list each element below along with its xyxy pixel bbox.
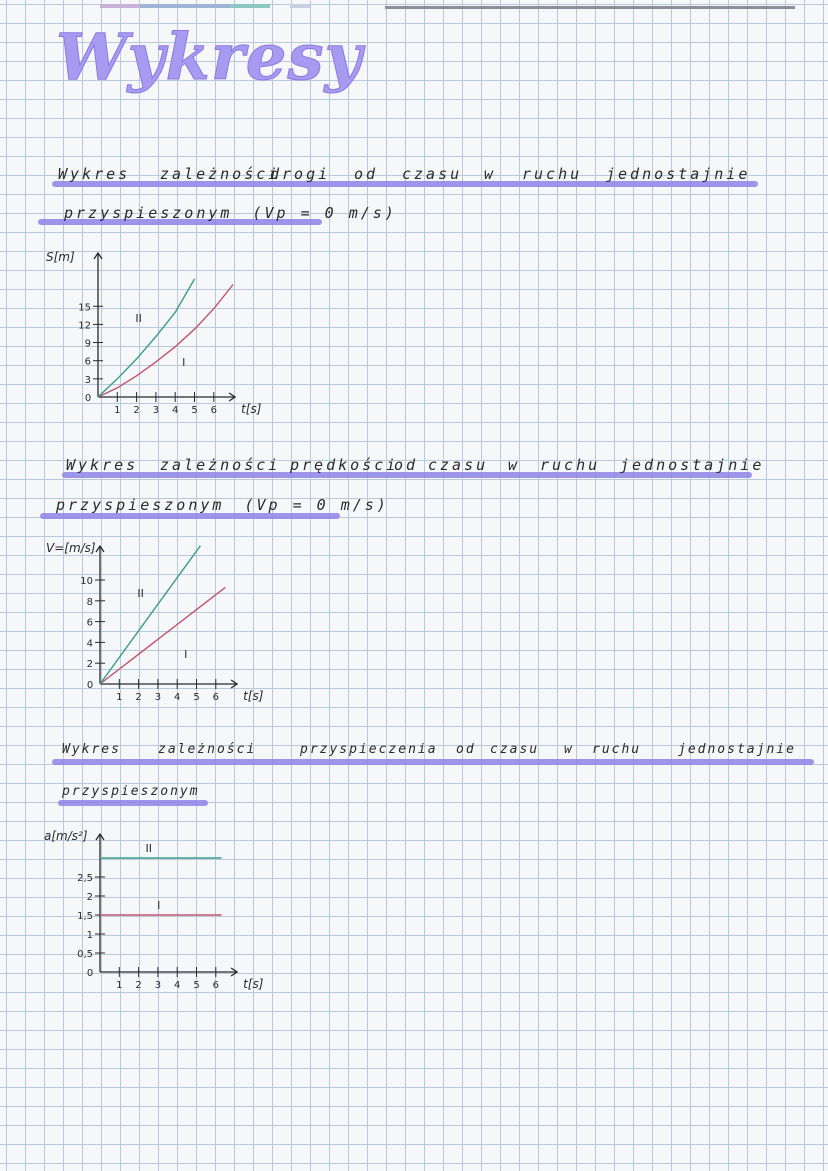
x-tick-label: 4 — [174, 692, 181, 703]
heading-line2-text: przyspieszonym — [62, 784, 200, 799]
heading-word: jednostajnie — [606, 165, 751, 183]
y-tick-label: 9 — [84, 338, 91, 350]
heading-word: czasu — [402, 165, 463, 183]
heading-word: przyspieczenia — [300, 742, 438, 757]
y-tick-label: 0,5 — [77, 949, 93, 960]
x-tick-label: 4 — [172, 405, 179, 416]
origin-label: 0 — [84, 393, 92, 404]
series-line-i — [98, 285, 233, 398]
y-tick-label: 15 — [78, 302, 91, 314]
velocity-time-chart — [0, 538, 300, 708]
heading-word: jednostajnie — [678, 742, 796, 757]
y-tick-label: 10 — [80, 576, 93, 587]
y-tick-label: 2 — [86, 892, 93, 903]
x-tick-label: 4 — [174, 980, 181, 991]
x-tick-label: 3 — [152, 405, 160, 416]
strip-segment — [290, 4, 310, 8]
y-axis-label: S[m] — [46, 250, 75, 264]
x-tick-label: 6 — [212, 980, 219, 991]
distance-time-chart — [0, 245, 300, 425]
heading-word: w — [484, 165, 497, 183]
y-tick-label: 12 — [78, 320, 91, 332]
heading-word: ruchu — [540, 456, 601, 474]
x-axis-label: t[s] — [243, 689, 264, 703]
series-line-i — [100, 587, 225, 684]
y-axis-label: V=[m/s] — [46, 541, 96, 555]
x-tick-label: 6 — [212, 692, 219, 703]
y-axis-label: a[m/s²] — [44, 829, 88, 843]
y-tick-label: 6 — [86, 617, 93, 629]
strip-segment — [385, 6, 795, 9]
x-axis-label: t[s] — [241, 402, 262, 416]
origin-label: 0 — [86, 680, 94, 691]
x-tick-label: 1 — [114, 405, 121, 416]
heading-line2-text: przyspieszonym — [56, 496, 225, 514]
y-tick-label: 2 — [86, 659, 93, 671]
heading-word: zależności — [160, 165, 281, 183]
y-tick-label: 1 — [86, 930, 93, 941]
series-label: II — [145, 842, 152, 855]
heading-word: od — [394, 456, 419, 474]
x-tick-label: 5 — [193, 692, 200, 703]
y-tick-label: 1,5 — [77, 911, 93, 922]
y-tick-label: 8 — [86, 596, 93, 608]
strip-segment — [100, 4, 140, 8]
series-label: I — [157, 899, 161, 912]
x-tick-label: 6 — [210, 405, 217, 416]
series-line-ii — [98, 279, 195, 397]
series-label: I — [184, 648, 188, 662]
initial-velocity-note: (Vp = 0 m/s) — [252, 204, 397, 222]
origin-label: 0 — [86, 968, 94, 979]
heading-word: jednostajnie — [620, 456, 765, 474]
strip-segment — [140, 4, 230, 8]
x-tick-label: 3 — [154, 980, 162, 991]
y-tick-label: 2,5 — [77, 873, 93, 884]
x-tick-label: 2 — [135, 692, 142, 703]
y-tick-label: 6 — [84, 356, 91, 368]
y-tick-label: 3 — [84, 374, 91, 386]
heading-word: Wykres — [62, 742, 121, 757]
x-tick-label: 2 — [135, 980, 142, 991]
x-tick-label: 3 — [154, 692, 162, 703]
heading-highlight — [58, 800, 208, 806]
x-tick-label: 1 — [116, 692, 123, 703]
series-label: II — [135, 312, 142, 326]
y-tick-label: 4 — [86, 638, 93, 650]
section3-heading-line2 — [62, 784, 200, 799]
heading-word: zależności — [160, 456, 281, 474]
heading-word: zależności — [158, 742, 257, 757]
section1-heading-line2 — [64, 204, 397, 222]
section1-heading-line1 — [58, 165, 758, 187]
heading-word: czasu — [428, 456, 489, 474]
x-axis-label: t[s] — [243, 977, 264, 991]
page-title: Wykresy — [56, 20, 363, 95]
heading-word: drogi — [270, 165, 331, 183]
series-label: I — [182, 355, 186, 369]
x-tick-label: 1 — [116, 980, 123, 991]
section3-heading-line1 — [62, 742, 814, 764]
x-tick-label: 5 — [191, 405, 198, 416]
heading-word: od — [456, 742, 476, 757]
heading-word: od — [354, 165, 379, 183]
heading-word: w — [508, 456, 521, 474]
heading-word: w — [564, 742, 574, 757]
heading-word: czasu — [490, 742, 540, 757]
heading-word: Wykres — [66, 456, 139, 474]
top-paper-strip — [0, 0, 828, 12]
section2-heading-line2 — [56, 496, 389, 514]
initial-velocity-note: (Vp = 0 m/s) — [244, 496, 389, 514]
x-tick-label: 5 — [193, 980, 200, 991]
series-line-ii — [100, 546, 200, 684]
series-label: II — [137, 587, 144, 601]
heading-word: ruchu — [592, 742, 642, 757]
heading-word: prędkości — [290, 456, 399, 474]
x-tick-label: 2 — [133, 405, 140, 416]
heading-word: ruchu — [522, 165, 583, 183]
section2-heading-line1 — [66, 456, 765, 478]
heading-word: Wykres — [58, 165, 131, 183]
acceleration-time-chart — [0, 826, 300, 996]
heading-line2-text: przyspieszonym — [64, 204, 233, 222]
strip-segment — [230, 4, 270, 8]
